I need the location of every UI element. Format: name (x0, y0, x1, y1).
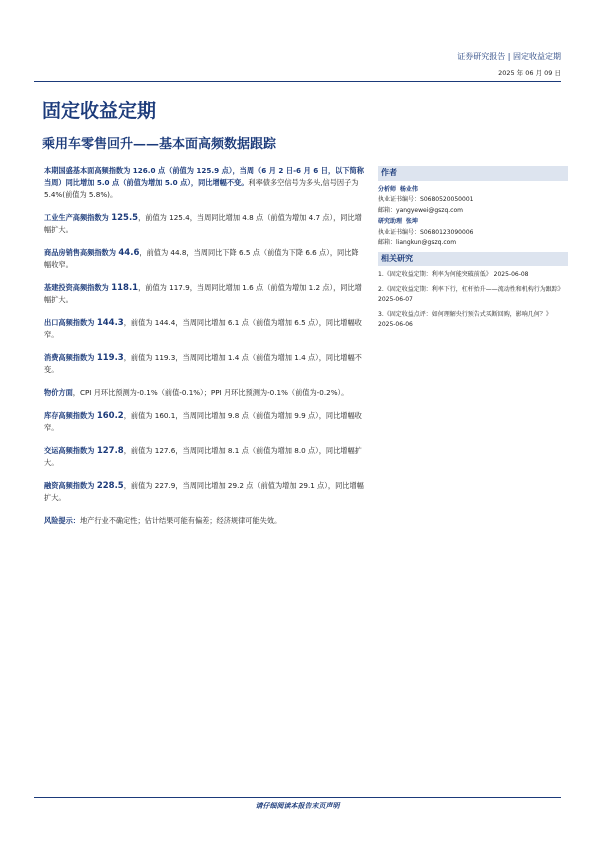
paragraph-text: ，前值为 119.3，当周同比增加 1.4 点（前值为增加 1.4 点），同比增幅不变。 (44, 353, 362, 374)
authors-heading: 作者 (378, 166, 568, 181)
paragraph-value: 127.8 (96, 446, 124, 456)
summary-paragraph (44, 352, 364, 376)
cert-number: S0680520050001 (420, 196, 474, 203)
author-entry (378, 217, 568, 249)
summary-paragraph (44, 317, 364, 341)
summary-paragraph (44, 480, 364, 504)
summary-paragraph (44, 445, 364, 469)
paragraph-lead: 库存高频指数为 (44, 411, 97, 420)
footer-disclaimer: 请仔细阅读本报告末页声明 (255, 802, 340, 810)
cert-label: 执业证书编号： (378, 228, 421, 236)
paragraph-text: ，前值为 160.1，当周同比增加 9.8 点（前值为增加 9.9 点），同比增幅收窄。 (44, 411, 362, 432)
author-email[interactable]: yangyewei@gszq.com (396, 206, 463, 214)
author-name: 张坤 (405, 218, 418, 225)
header-divider (34, 81, 561, 82)
paragraph-lead: 商品房销售高频指数为 (44, 248, 119, 257)
author-role: 研究助理 (378, 218, 403, 225)
paragraph-lead: 工业生产高频指数为 (44, 213, 112, 222)
paragraph-text: ，前值为 44.8，当周同比下降 6.5 点（前值为下降 6.6 点），同比降幅收窄。 (44, 248, 359, 269)
cert-label: 执业证书编号： (378, 196, 421, 203)
report-category: 证券研究报告 | 固定收益定期 (457, 52, 561, 61)
report-header (457, 51, 561, 77)
summary-body (44, 165, 364, 538)
research-item[interactable]: 2.《固定收益定期：利率下行，杠杆抬升——流动性和机构行为跟踪》 2025-06-07 (378, 285, 564, 303)
paragraph-lead: 风险提示： (44, 516, 80, 525)
summary-paragraph (44, 247, 364, 271)
paragraph-value: 144.3 (96, 318, 124, 328)
summary-paragraph (44, 165, 364, 201)
paragraph-lead: 融资高频指数为 (44, 481, 97, 490)
summary-paragraph (44, 387, 364, 399)
related-research-list (378, 270, 568, 331)
paragraph-value: 119.3 (96, 353, 124, 363)
page-title: 固定收益定期 (42, 100, 157, 122)
report-date: 2025 年 06 月 09 日 (498, 69, 561, 77)
risk-warning (44, 515, 364, 527)
email-label: 邮箱： (378, 239, 397, 246)
paragraph-text: 地产行业不确定性；估计结果可能有偏差；经济规律可能失效。 (79, 516, 282, 525)
author-entry (378, 185, 568, 217)
paragraph-value: 125.5 (111, 213, 139, 223)
paragraph-text: ，前值为 144.4，当周同比增加 6.1 点（前值为增加 6.5 点），同比增幅收窄。 (44, 318, 362, 339)
paragraph-value: 44.6 (118, 248, 140, 258)
paragraph-text: ，前值为 127.6，当周同比增加 8.1 点（前值为增加 8.0 点），同比增幅扩大。 (44, 446, 362, 467)
paragraph-text: ，前值为 227.9，当周同比增加 29.2 点（前值为增加 29.1 点），同比增幅扩大。 (44, 481, 364, 502)
paragraph-text: 利率债多空信号为多头,信号因子为 5.4%(前值为 5.8%)。 (44, 178, 359, 199)
author-email[interactable]: liangkun@gszq.com (396, 239, 457, 246)
paragraph-text: ，CPI 月环比预测为-0.1%（前值-0.1%）；PPI 月环比预测为-0.1%（前值为-0.2%）。 (72, 388, 349, 397)
cert-number: S0680123090006 (420, 228, 474, 236)
page-subtitle: 乘用车零售回升——基本面高频数据跟踪 (42, 137, 277, 152)
paragraph-lead: 出口高频指数为 (44, 318, 97, 327)
research-item[interactable]: 1.《固定收益定期：利率为何能突破前低》 2025-06-08 (378, 271, 529, 278)
paragraph-value: 118.1 (111, 283, 139, 293)
summary-paragraph (44, 282, 364, 306)
footer-divider (34, 797, 561, 798)
summary-paragraph (44, 410, 364, 434)
email-label: 邮箱： (378, 206, 397, 214)
paragraph-text: ，前值为 117.9，当周同比增加 1.6 点（前值为增加 1.2 点），同比增幅扩大。 (44, 283, 362, 304)
paragraph-lead: 本期国盛基本面高频指数为 126.0 点（前值为 125.9 点），当周（6 月 2 日-6 月 6 日，以下简称当周）同比增加 5.0 点（前值为增加 5.0 点），同比增幅不变。 (44, 166, 364, 187)
sidebar (378, 166, 568, 335)
research-heading: 相关研究 (378, 252, 568, 267)
paragraph-lead: 基建投资高频指数为 (44, 283, 112, 292)
author-role: 分析师 (378, 185, 397, 193)
summary-paragraph (44, 212, 364, 236)
paragraph-text: ，前值为 125.4，当周同比增加 4.8 点（前值为增加 4.7 点），同比增幅扩大。 (44, 213, 362, 234)
paragraph-lead: 消费高频指数为 (44, 353, 97, 362)
paragraph-lead: 交运高频指数为 (44, 446, 97, 455)
author-name: 杨业伟 (399, 185, 418, 193)
research-item[interactable]: 3.《固定收益点评：如何理解央行预告式买断回购，影响几何？》 2025-06-06 (378, 310, 552, 328)
paragraph-lead: 物价方面 (44, 388, 73, 397)
paragraph-value: 160.2 (96, 411, 124, 421)
paragraph-value: 228.5 (96, 481, 124, 491)
